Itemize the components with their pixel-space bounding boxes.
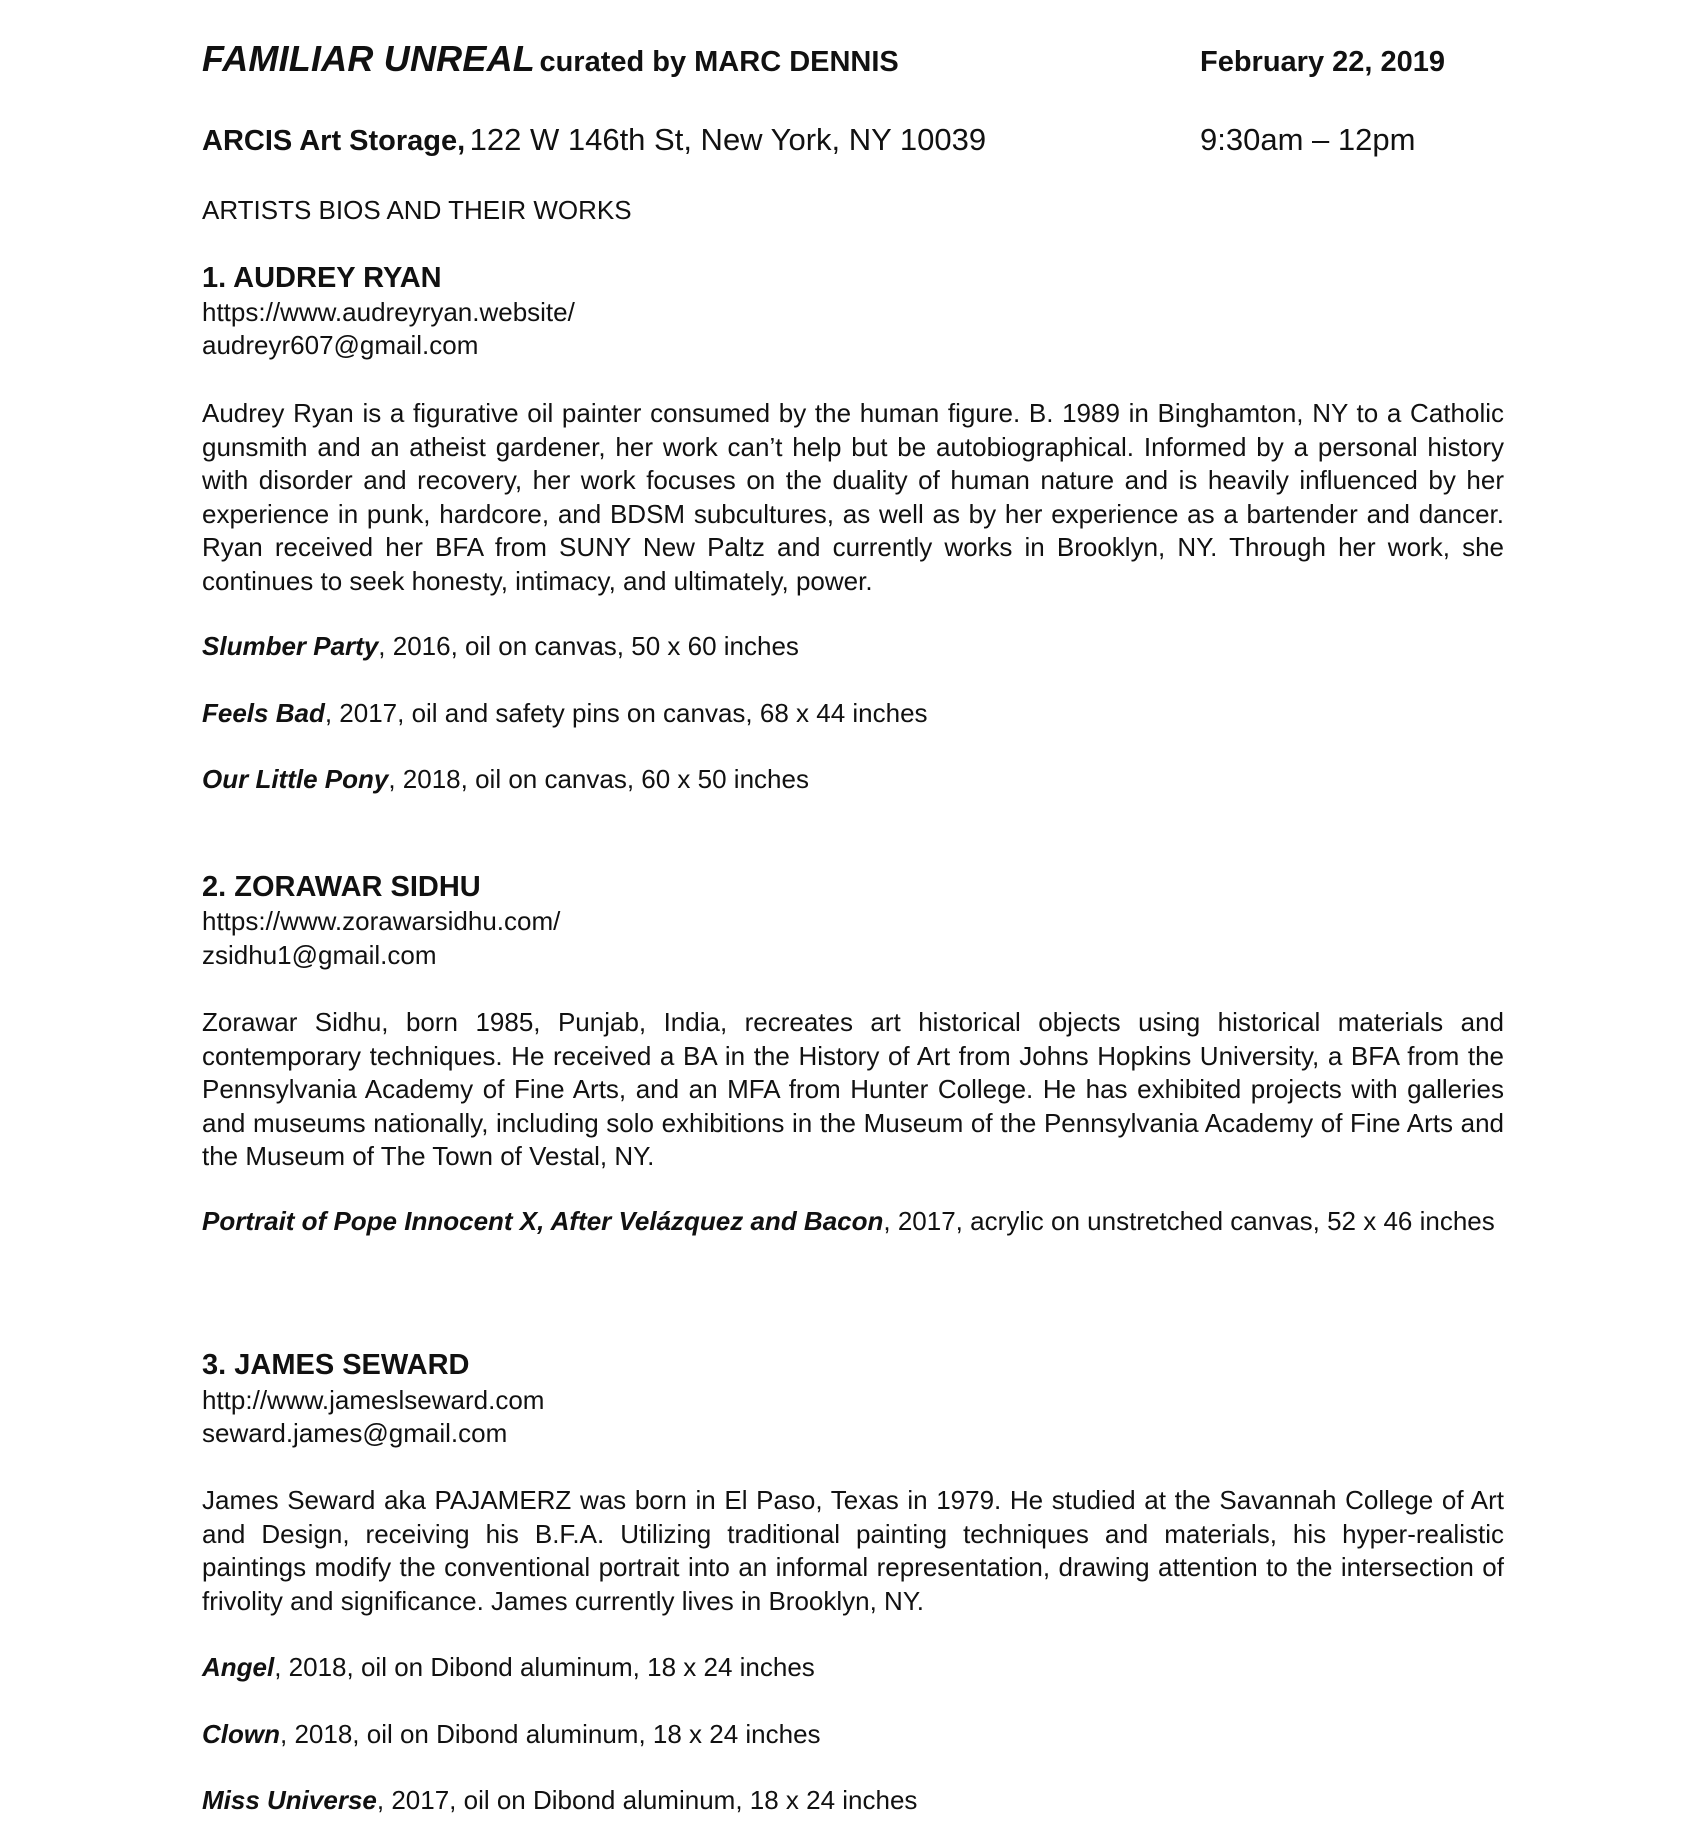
exhibition-time: 9:30am – 12pm bbox=[1200, 122, 1416, 157]
curator-line: curated by MARC DENNIS bbox=[539, 46, 899, 78]
artwork-title: Portrait of Pope Innocent X, After Velázquez and Bacon bbox=[202, 1206, 884, 1236]
artist-email-link[interactable]: audreyr607@gmail.com bbox=[202, 330, 479, 360]
artist-bio: Zorawar Sidhu, born 1985, Punjab, India, recreates art historical objects using historical materials and contemporary techniques. He received a BA in the History of Art from Johns Hopkins University, a BFA from the Pennsylvania Academy of Fine Arts, and an MFA from Hunter College. He has exhibited projects with galleries and museums nationally, including solo exhibitions in the Museum of the Pennsylvania Academy of Fine Arts and the Museum of The Town of Vestal, NY. bbox=[202, 1007, 1504, 1171]
artwork-entry bbox=[202, 1718, 1504, 1752]
artist-website-link[interactable]: https://www.zorawarsidhu.com/ bbox=[202, 906, 561, 936]
artist-website-link[interactable]: https://www.audreyryan.website/ bbox=[202, 297, 575, 327]
artist-bio: James Seward aka PAJAMERZ was born in El Paso, Texas in 1979. He studied at the Savannah College of Art and Design, receiving his B.F.A. Utilizing traditional painting techniques and materials, his hyper-realistic paintings modify the conventional portrait into an informal representation, drawing attention to the intersection of frivolity and significance. James currently lives in Brooklyn, NY. bbox=[202, 1485, 1504, 1616]
artist-website-link[interactable]: http://www.jameslseward.com bbox=[202, 1385, 545, 1415]
artwork-details: , 2018, oil on Dibond aluminum, 18 x 24 inches bbox=[280, 1719, 821, 1749]
artist-name: 1. AUDREY RYAN bbox=[202, 262, 442, 294]
artwork-details: , 2018, oil on Dibond aluminum, 18 x 24 inches bbox=[274, 1652, 815, 1682]
artist-email-link[interactable]: seward.james@gmail.com bbox=[202, 1418, 508, 1448]
artist-name: 2. ZORAWAR SIDHU bbox=[202, 871, 481, 903]
venue-address: 122 W 146th St, New York, NY 10039 bbox=[469, 122, 987, 157]
artwork-details: , 2017, oil on Dibond aluminum, 18 x 24 inches bbox=[376, 1785, 918, 1815]
artwork-entry bbox=[202, 630, 1504, 664]
artwork-title: Our Little Pony bbox=[202, 764, 389, 794]
artwork-details: , 2017, oil and safety pins on canvas, 68 x 44 inches bbox=[324, 698, 928, 728]
artwork-entry bbox=[202, 1651, 1504, 1685]
artwork-details: , 2018, oil on canvas, 60 x 50 inches bbox=[388, 764, 809, 794]
venue-name: ARCIS Art Storage, bbox=[202, 125, 466, 157]
artist-bio: Audrey Ryan is a figurative oil painter consumed by the human figure. B. 1989 in Binghamton, NY to a Catholic gunsmith and an atheist gardener, her work can’t help but be autobiographical. Informed by a personal history with disorder and recovery, her work focuses on the duality of human nature and is heavily influenced by her experience in punk, hardcore, and BDSM subcultures, as well as by her experience as a bartender and dancer. Ryan received her BFA from SUNY New Paltz and currently works in Brooklyn, NY. Through her work, she continues to seek honesty, intimacy, and ultimately, power. bbox=[202, 398, 1504, 596]
artwork-details: , 2017, acrylic on unstretched canvas, 52 x 46 inches bbox=[883, 1206, 1495, 1236]
exhibition-header bbox=[202, 38, 899, 80]
venue-line bbox=[202, 122, 986, 158]
artwork-entry bbox=[202, 1784, 1504, 1818]
artwork-title: Feels Bad bbox=[202, 698, 325, 728]
artwork-entry bbox=[202, 763, 1504, 797]
artwork-details: , 2016, oil on canvas, 50 x 60 inches bbox=[378, 631, 799, 661]
artist-name: 3. JAMES SEWARD bbox=[202, 1349, 470, 1381]
artist-email-link[interactable]: zsidhu1@gmail.com bbox=[202, 940, 437, 970]
artwork-title: Miss Universe bbox=[202, 1785, 377, 1815]
artwork-entry bbox=[202, 1205, 1504, 1239]
artwork-title: Slumber Party bbox=[202, 631, 379, 661]
artwork-title: Clown bbox=[202, 1719, 280, 1749]
exhibition-date: February 22, 2019 bbox=[1200, 46, 1446, 78]
section-title: ARTISTS BIOS AND THEIR WORKS bbox=[202, 195, 632, 225]
exhibition-title: FAMILIAR UNREAL bbox=[202, 38, 535, 79]
artwork-entry bbox=[202, 697, 1504, 731]
artwork-title: Angel bbox=[202, 1652, 275, 1682]
